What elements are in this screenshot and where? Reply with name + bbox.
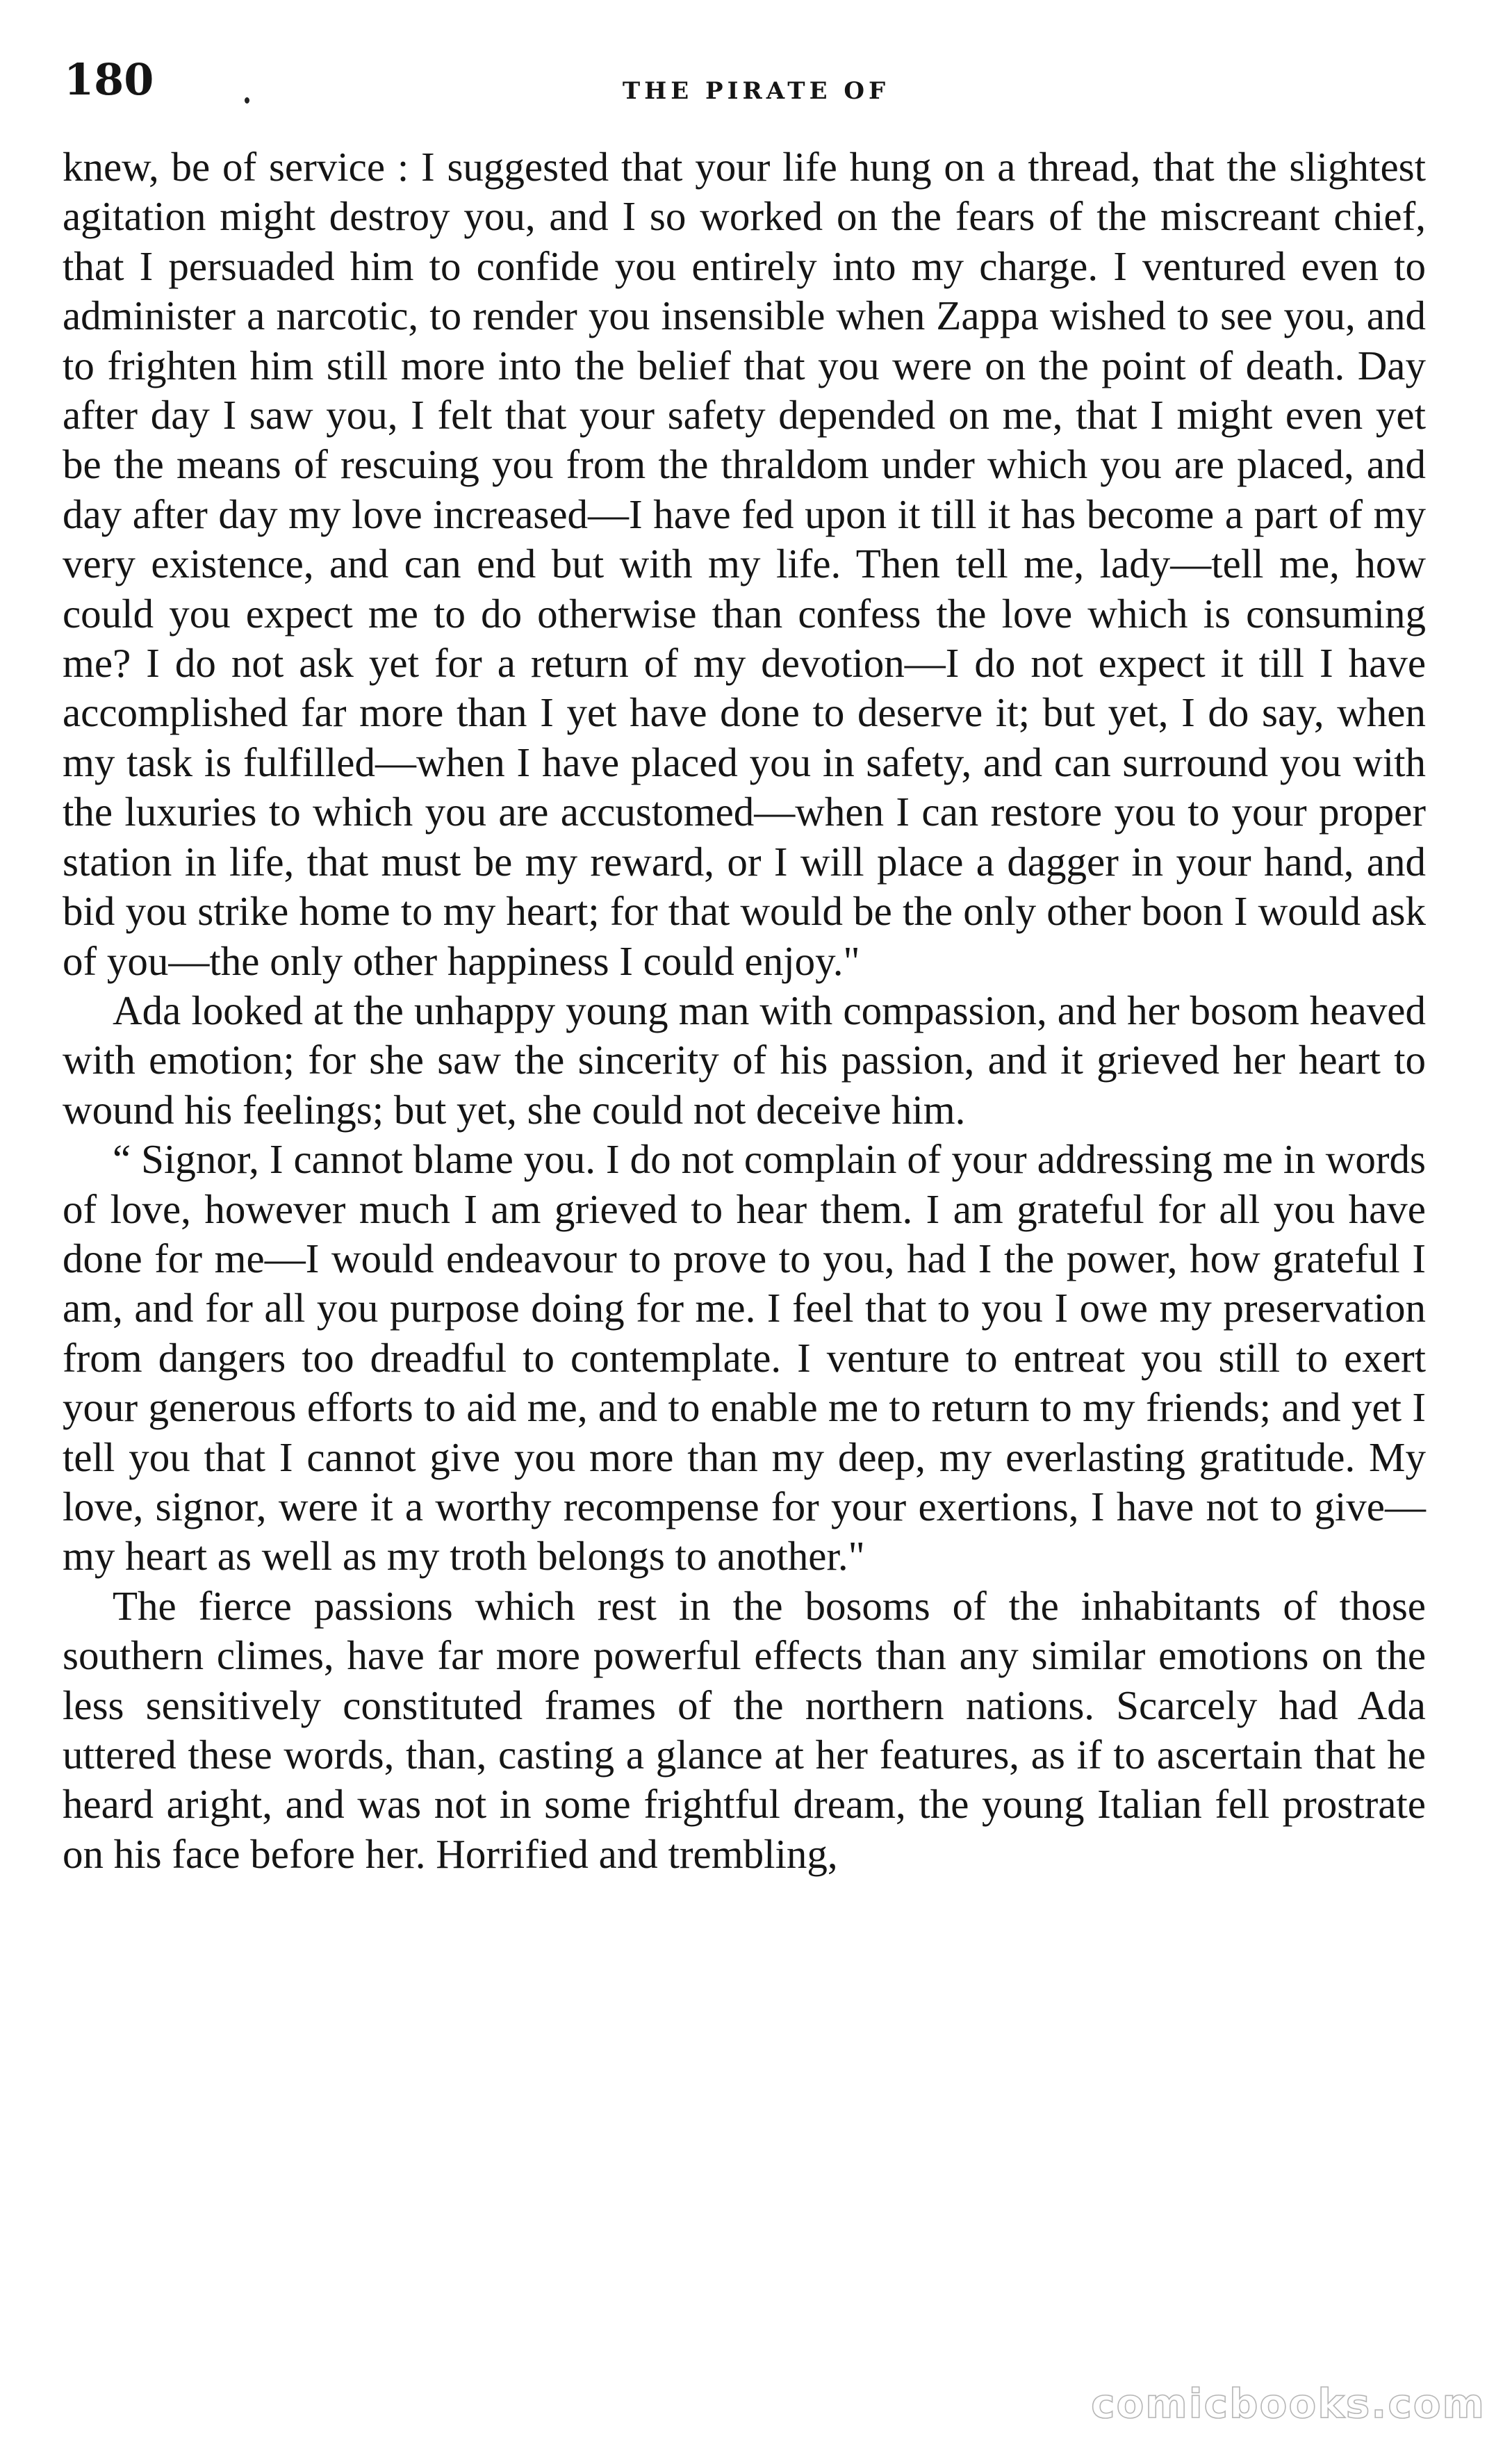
watermark: comicbooks.com xyxy=(1091,2380,1486,2427)
ink-speck xyxy=(245,97,249,104)
page-number: 180 xyxy=(64,54,154,105)
running-header: THE PIRATE OF xyxy=(622,77,890,105)
paragraph-2: Ada looked at the unhappy young man with compassion, and her bosom heaved with emotion; for she saw the sincerity of his passion, and it grieved her heart to wound his feelings; but yet, she could not deceive him. xyxy=(63,987,1426,1133)
paragraph-4: The fierce passions which rest in the bosoms of the inhabitants of those southern climes, have far more powerful effects than any similar emotions on the less sensitively constituted frames of the northern nations. Scarcely had Ada uttered these words, than, casting a glance at her features, as if to ascertain that he heard aright, and was not in some frightful dream, the young Italian fell prostrate on his face before her. Horrified and trembling, xyxy=(63,1582,1426,1877)
paragraph-1: knew, be of service : I suggested that your life hung on a thread, that the slightest agitation might destroy you, and I so worked on the fears of the miscreant chief, that I persuaded him to confide you entirely into my charge. I ventured even to administer a narcotic, to render you insensible when Zappa wished to see you, and to frighten him still more into the belief that you were on the point of death. Day after day I saw you, I felt that your safety depended on me, that I might even yet be the means of rescuing you from the thraldom under which you are placed, and day after day my love increased—I have fed upon it till it has become a part of my very existence, and can end but with my life. Then tell me, lady—tell me, how could you expect me to do otherwise than confess the love which is consuming me? I do not ask yet for a return of my devotion—I do not expect it till I have accomplished far more than I yet have done to deserve it; but yet, I do say, when my task is fulfilled—when I have placed you in safety, and can surround you with the luxuries to which you are accustomed—when I can restore you to your proper station in life, that must be my reward, or I will place a dagger in your hand, and bid you strike home to my heart; for that would be the only other boon I would ask of you—the only other happiness I could enjoy." xyxy=(63,144,1426,984)
body-text xyxy=(63,142,1426,1879)
paragraph-3: “ Signor, I cannot blame you. I do not complain of your addressing me in words of love, however much I am grieved to hear them. I am grateful for all you have done for me—I would endeavour to prove to you, had I the power, how grateful I am, and for all you purpose doing for me. I feel that to you I owe my preservation from dangers too dreadful to contemplate. I venture to entreat you still to exert your generous efforts to aid me, and to enable me to return to my friends; and yet I tell you that I cannot give you more than my deep, my everlasting gratitude. My love, signor, were it a worthy recompense for your exertions, I have not to give—my heart as well as my troth belongs to another." xyxy=(63,1136,1426,1579)
